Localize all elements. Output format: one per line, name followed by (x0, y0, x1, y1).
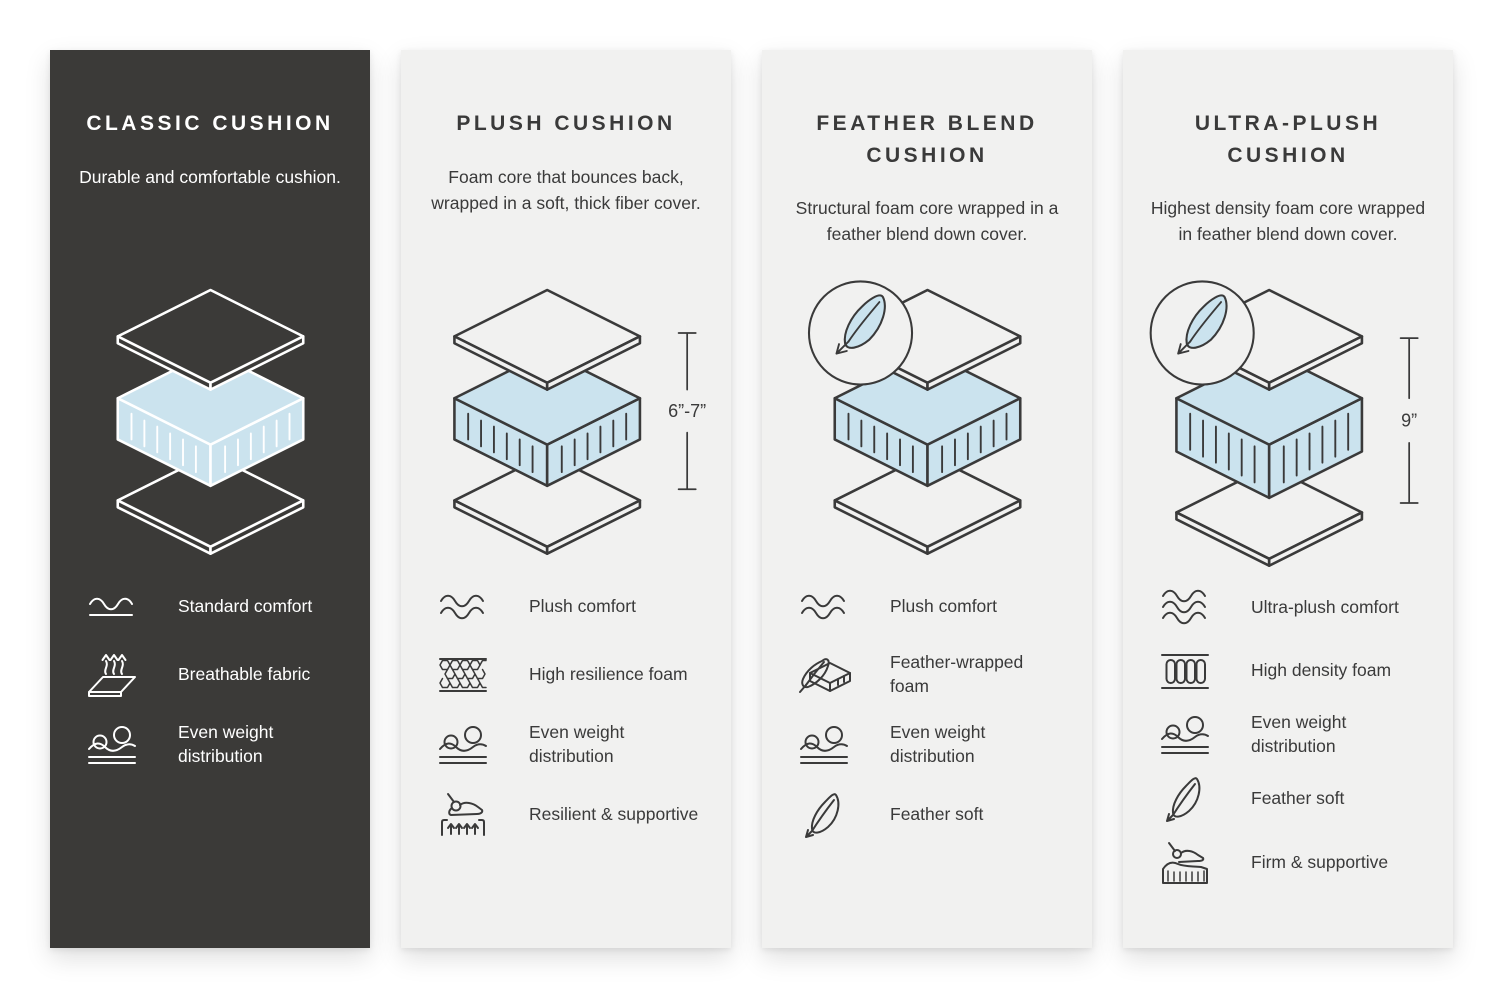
panel-title: FEATHER BLEND CUSHION (816, 112, 1038, 167)
feature-label: Ultra-plush comfort (1251, 597, 1399, 618)
feature-label: Even weight distribution (1251, 712, 1347, 756)
panel-feather-blend-cushion (762, 50, 1092, 948)
feather-badge-icon (1150, 281, 1253, 384)
panel-header (50, 96, 370, 276)
wave-triple-icon (1159, 585, 1215, 631)
feature-row (437, 721, 731, 769)
feature-row (1159, 711, 1453, 759)
panel-header (401, 96, 731, 276)
height-measurement-label: 6”-7” (667, 400, 706, 421)
even-weight-icon (86, 721, 142, 769)
feature-list (1159, 585, 1453, 903)
feature-label: Even weight distribution (529, 722, 625, 766)
feature-label: Breathable fabric (178, 664, 311, 685)
feature-row (1159, 585, 1453, 631)
panel-description: Structural foam core wrapped in a feather blend down cover. (795, 198, 1059, 245)
cushion-layers-illustration (798, 278, 1057, 570)
feature-row (86, 585, 370, 629)
even-weight-icon (798, 721, 854, 769)
panel-header (1123, 96, 1453, 276)
panel-illustration-area (762, 276, 1092, 571)
firm-icon (1159, 839, 1215, 887)
wave-double-icon (798, 585, 854, 629)
feature-label: Even weight distribution (178, 722, 274, 766)
panel-title: ULTRA-PLUSH CUSHION (1194, 112, 1382, 167)
feature-row (437, 651, 731, 699)
even-weight-icon (437, 721, 493, 769)
panel-title: CLASSIC CUSHION (86, 112, 334, 135)
feature-row (798, 585, 1092, 629)
feature-row (437, 585, 731, 629)
feature-label: Plush comfort (529, 596, 636, 617)
cushion-layers-illustration (1140, 278, 1437, 570)
feature-row (1159, 775, 1453, 823)
feature-label: Resilient & supportive (529, 804, 699, 825)
panel-description: Highest density foam core wrapped in feather blend down cover. (1150, 198, 1426, 245)
panel-title: PLUSH CUSHION (456, 112, 676, 135)
cushion-layers-illustration (418, 278, 715, 570)
panel-illustration-area (50, 276, 370, 571)
even-weight-icon (1159, 711, 1215, 759)
panel-description: Foam core that bounces back, wrapped in a soft, thick fiber cover. (431, 166, 701, 213)
feature-label: Feather soft (1251, 788, 1345, 809)
feather-icon (798, 791, 854, 839)
feature-label: High resilience foam (529, 664, 688, 685)
feature-label: High density foam (1251, 660, 1392, 681)
height-measurement (668, 332, 706, 488)
breathable-icon (86, 651, 142, 699)
height-measurement-label: 9” (1400, 410, 1417, 431)
honeycomb-icon (437, 651, 493, 699)
panel-classic-cushion (50, 50, 370, 948)
feature-row (798, 651, 1092, 699)
feature-label: Even weight distribution (890, 722, 986, 766)
feature-label: Standard comfort (178, 596, 313, 617)
density-foam-icon (1159, 647, 1215, 695)
wave-single-icon (86, 585, 142, 629)
feather-foam-icon (798, 651, 854, 699)
feather-badge-icon (808, 281, 911, 384)
feature-row (1159, 647, 1453, 695)
panel-header (762, 96, 1092, 276)
feature-label: Feather-wrapped foam (890, 652, 1024, 696)
feature-row (1159, 839, 1453, 887)
panel-ultra-plush-cushion (1123, 50, 1453, 948)
wave-double-icon (437, 585, 493, 629)
feature-row (86, 721, 370, 769)
feature-row (798, 791, 1092, 839)
feature-list (437, 585, 731, 861)
feature-label: Feather soft (890, 804, 984, 825)
panel-plush-cushion (401, 50, 731, 948)
feature-row (798, 721, 1092, 769)
panel-illustration-area (1123, 276, 1453, 571)
panel-illustration-area (401, 276, 731, 571)
resilient-icon (437, 791, 493, 839)
feature-row (86, 651, 370, 699)
feature-list (798, 585, 1092, 861)
feature-list (86, 585, 370, 791)
feature-row (437, 791, 731, 839)
feature-label: Plush comfort (890, 596, 997, 617)
cushion-layers-illustration (81, 278, 340, 570)
feather-icon (1159, 775, 1215, 823)
feature-label: Firm & supportive (1251, 852, 1389, 873)
panel-description: Durable and comfortable cushion. (79, 166, 341, 187)
height-measurement (1400, 338, 1417, 503)
